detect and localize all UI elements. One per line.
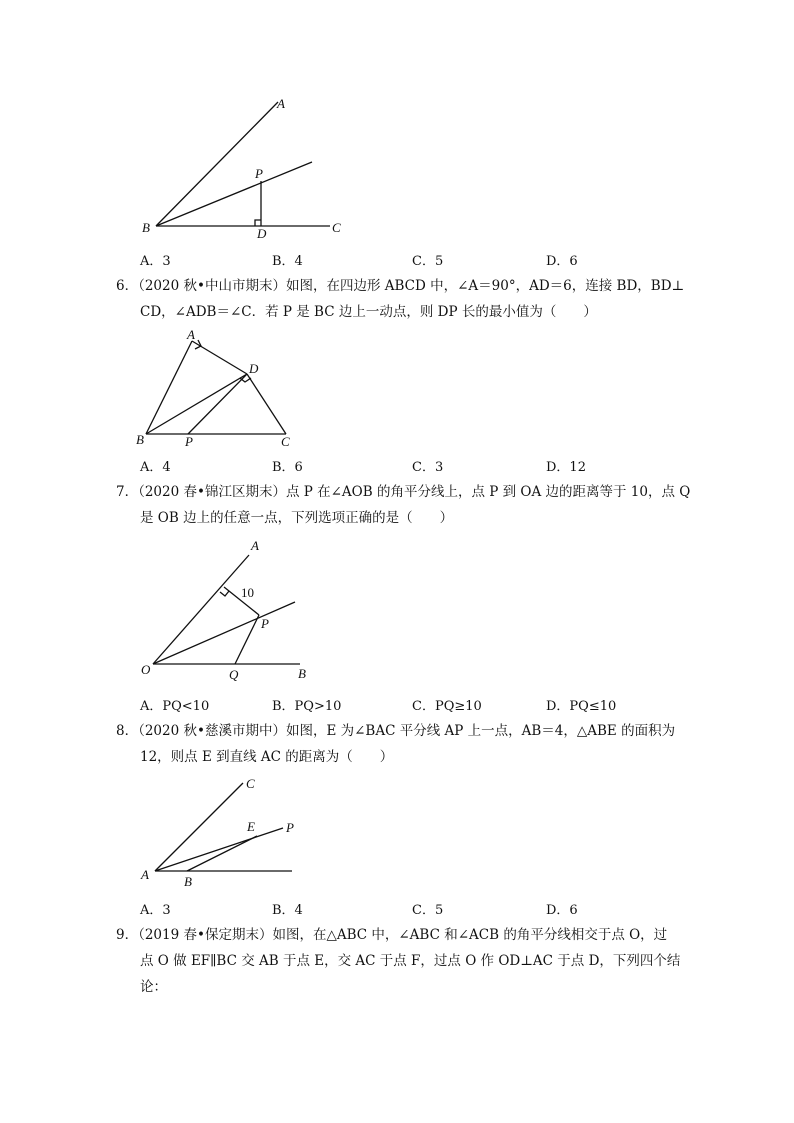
q6-option-a[interactable]: A．4 <box>140 460 171 475</box>
label-B: B <box>142 220 150 235</box>
label-P: P <box>261 616 269 631</box>
q6-option-c[interactable]: C．3 <box>412 460 444 475</box>
q7-line-1: 7．（2020 春•锦江区期末）点 P 在∠AOB 的角平分线上，点 P 到 OA 边的距离等于 10，点 Q <box>116 484 691 500</box>
segment-AC <box>155 783 243 871</box>
label-B: B <box>184 874 192 889</box>
label-B: B <box>136 432 144 447</box>
q7-option-b[interactable]: B．PQ>10 <box>272 699 342 714</box>
label-A: A <box>277 96 285 111</box>
label-C: C <box>281 434 290 449</box>
label-B: B <box>298 666 306 681</box>
label-P: P <box>255 166 263 181</box>
q7-option-a[interactable]: A．PQ<10 <box>140 699 210 714</box>
segment-BA <box>156 102 278 226</box>
segment-BP-ray <box>156 162 312 226</box>
label-A: A <box>251 538 259 553</box>
q8-line-1: 8．（2020 秋•慈溪市期中）如图，E 为∠BAC 平分线 AP 上一点，AB＝4，△ABE 的面积为 <box>116 723 676 739</box>
question-6 <box>116 273 685 325</box>
q9-line-2: 点 O 做 EF∥BC 交 AB 于点 E，交 AC 于点 F，过点 O 作 OD⊥AC 于点 D，下列四个结 <box>140 953 681 969</box>
q8-line-2: 12，则点 E 到直线 AC 的距离为（ ） <box>140 749 394 765</box>
label-P: P <box>286 820 294 835</box>
q7-line-2: 是 OB 边上的任意一点，下列选项正确的是（ ） <box>140 510 454 526</box>
q6-option-b[interactable]: B．6 <box>272 460 303 475</box>
segment-AP <box>155 828 283 871</box>
label-Q: Q <box>229 667 239 682</box>
label-D: D <box>257 226 267 241</box>
figure-q6 <box>130 328 310 453</box>
q6-options <box>140 456 680 474</box>
q9-line-3: 论： <box>140 979 167 995</box>
q6-option-d[interactable]: D．12 <box>546 460 586 475</box>
q6-line-1: 6．（2020 秋•中山市期末）如图，在四边形 ABCD 中，∠A＝90°，AD＝6，连接 BD，BD⊥ <box>116 278 685 294</box>
figure-q5-svg <box>130 90 360 240</box>
question-7 <box>116 479 691 531</box>
label-A: A <box>141 867 149 882</box>
figure-q8 <box>135 775 315 895</box>
question-9 <box>116 922 681 1000</box>
q8-options <box>140 899 680 917</box>
q5-option-d[interactable]: D．6 <box>546 254 578 269</box>
q8-option-d[interactable]: D．6 <box>546 903 578 918</box>
q9-line-1: 9．（2019 春•保定期末）如图，在△ABC 中，∠ABC 和∠ACB 的角平分线相交于点 O，过 <box>116 927 668 943</box>
right-angle-mark <box>220 591 229 596</box>
q7-option-d[interactable]: D．PQ≤10 <box>546 699 617 714</box>
figure-q7 <box>135 535 325 685</box>
q8-option-b[interactable]: B．4 <box>272 903 303 918</box>
label-P: P <box>185 434 193 449</box>
label-E: E <box>247 819 255 834</box>
segment-DC <box>247 374 286 434</box>
segment-OA <box>153 555 249 664</box>
label-C: C <box>246 776 255 791</box>
label-A: A <box>187 327 195 342</box>
label-O: O <box>141 662 151 677</box>
label-C: C <box>332 220 341 235</box>
q5-options <box>140 250 680 268</box>
figure-q7-svg <box>135 535 325 685</box>
right-angle-mark-D <box>240 378 251 382</box>
q7-options <box>140 695 680 713</box>
q8-option-c[interactable]: C．5 <box>412 903 444 918</box>
q6-line-2: CD，∠ADB＝∠C．若 P 是 BC 边上一动点，则 DP 长的最小值为（ ） <box>140 304 597 320</box>
q8-option-a[interactable]: A．3 <box>140 903 171 918</box>
label-D: D <box>249 361 259 376</box>
q5-option-b[interactable]: B．4 <box>272 254 303 269</box>
q5-option-c[interactable]: C．5 <box>412 254 444 269</box>
segment-OP-ray <box>153 602 295 664</box>
figure-q8-svg <box>135 775 315 895</box>
label-distance: 10 <box>241 585 254 600</box>
question-8 <box>116 718 676 770</box>
figure-q5 <box>130 90 360 240</box>
q5-option-a[interactable]: A．3 <box>140 254 171 269</box>
segment-BE <box>187 836 257 871</box>
q7-option-c[interactable]: C．PQ≥10 <box>412 699 482 714</box>
figure-q6-svg <box>130 328 310 453</box>
